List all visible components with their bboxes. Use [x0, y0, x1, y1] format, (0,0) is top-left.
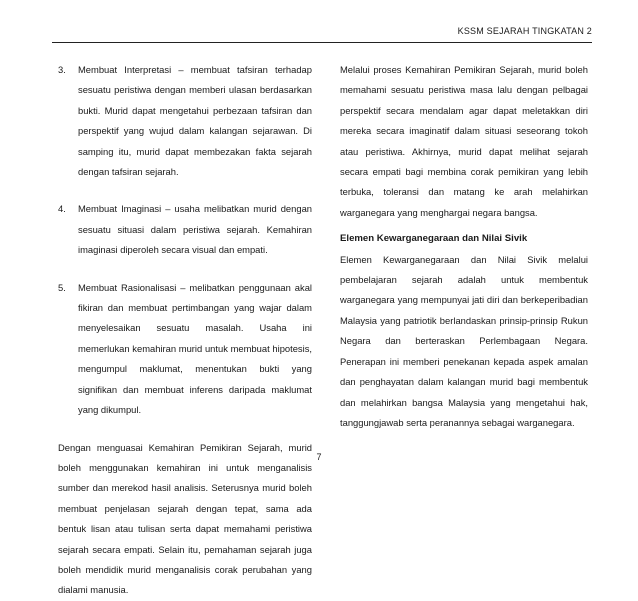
left-column	[58, 60, 312, 601]
section-heading: Elemen Kewarganegaraan dan Nilai Sivik	[340, 233, 528, 245]
item-number: 4.	[58, 203, 66, 215]
right-column	[340, 60, 588, 433]
list-item	[58, 199, 312, 260]
item-text: Membuat Imaginasi – usaha melibatkan murid dengan sesuatu situasi dalam peristiwa sejarah. Kemahiran imaginasi diperoleh secara visual dan empati.	[78, 203, 312, 256]
intro-paragraph: Melalui proses Kemahiran Pemikiran Sejarah, murid boleh memahami sesuatu peristiwa masa lalu dengan pelbagai perspektif secara mendalam agar dapat meletakkan diri mereka secara imaginatif dalam situasi seseorang tokoh atau peristiwa. Akhirnya, murid dapat melihat sejarah secara empati bagi membina corak pemikiran yang lebih terbuka, toleransi dan matang ke arah melahirkan warganegara yang menghargai negara bangsa.	[340, 64, 588, 218]
running-header: KSSM SEJARAH TINGKATAN 2	[457, 26, 592, 36]
list-item	[58, 60, 312, 182]
item-text: Membuat Interpretasi – membuat tafsiran terhadap sesuatu peristiwa dengan memberi ulasan berdasarkan bukti. Murid dapat mengetahui perbezaan tafsiran dan perspektif yang wujud dalam kalangan sejarawan. Di samping itu, murid dapat membezakan fakta sejarah dengan tafsiran sejarah.	[78, 64, 312, 178]
list-item	[58, 278, 312, 421]
item-number: 3.	[58, 64, 66, 75]
item-number: 5.	[58, 281, 66, 293]
page-number: 7	[316, 452, 322, 462]
section-body: Elemen Kewarganegaraan dan Nilai Sivik melalui pembelajaran sejarah adalah untuk membentuk warganegara yang mempunyai jati diri dan berkeperibadian Malaysia yang patriotik berlandaskan prinsip-prinsip Rukun Negara dan berteraskan Perlembagaan Negara. Penerapan ini memberi penekanan kepada aspek amalan dan penghayatan dalam kalangan murid bagi membentuk dan melahirkan bangsa Malaysia yang mengetahui hak, tanggungjawab serta peranannya sebagai warganegara.	[340, 253, 588, 428]
closing-paragraph: Dengan menguasai Kemahiran Pemikiran Sejarah, murid boleh menggunakan kemahiran ini untuk menganalisis sumber dan merekod hasil analisis. Seterusnya murid boleh membuat penjelasan sejarah dengan tepat, sama ada bentuk lisan atau tulisan serta dapat memahami peristiwa sejarah secara empati. Selain itu, pemahaman sejarah juga boleh mendidik murid menganalisis corak perubahan yang dialami manusia.	[58, 441, 312, 596]
header-rule	[52, 42, 592, 43]
item-text: Membuat Rasionalisasi – melibatkan penggunaan akal fikiran dan membuat pertimbangan yang wajar dalam menyelesaikan sesuatu masalah. Usaha ini memerlukan kemahiran murid untuk membuat hipotesis, mengumpul maklumat, menentukan bukti yang signifikan dan membuat inferens daripada maklumat yang dikumpul.	[78, 281, 312, 416]
